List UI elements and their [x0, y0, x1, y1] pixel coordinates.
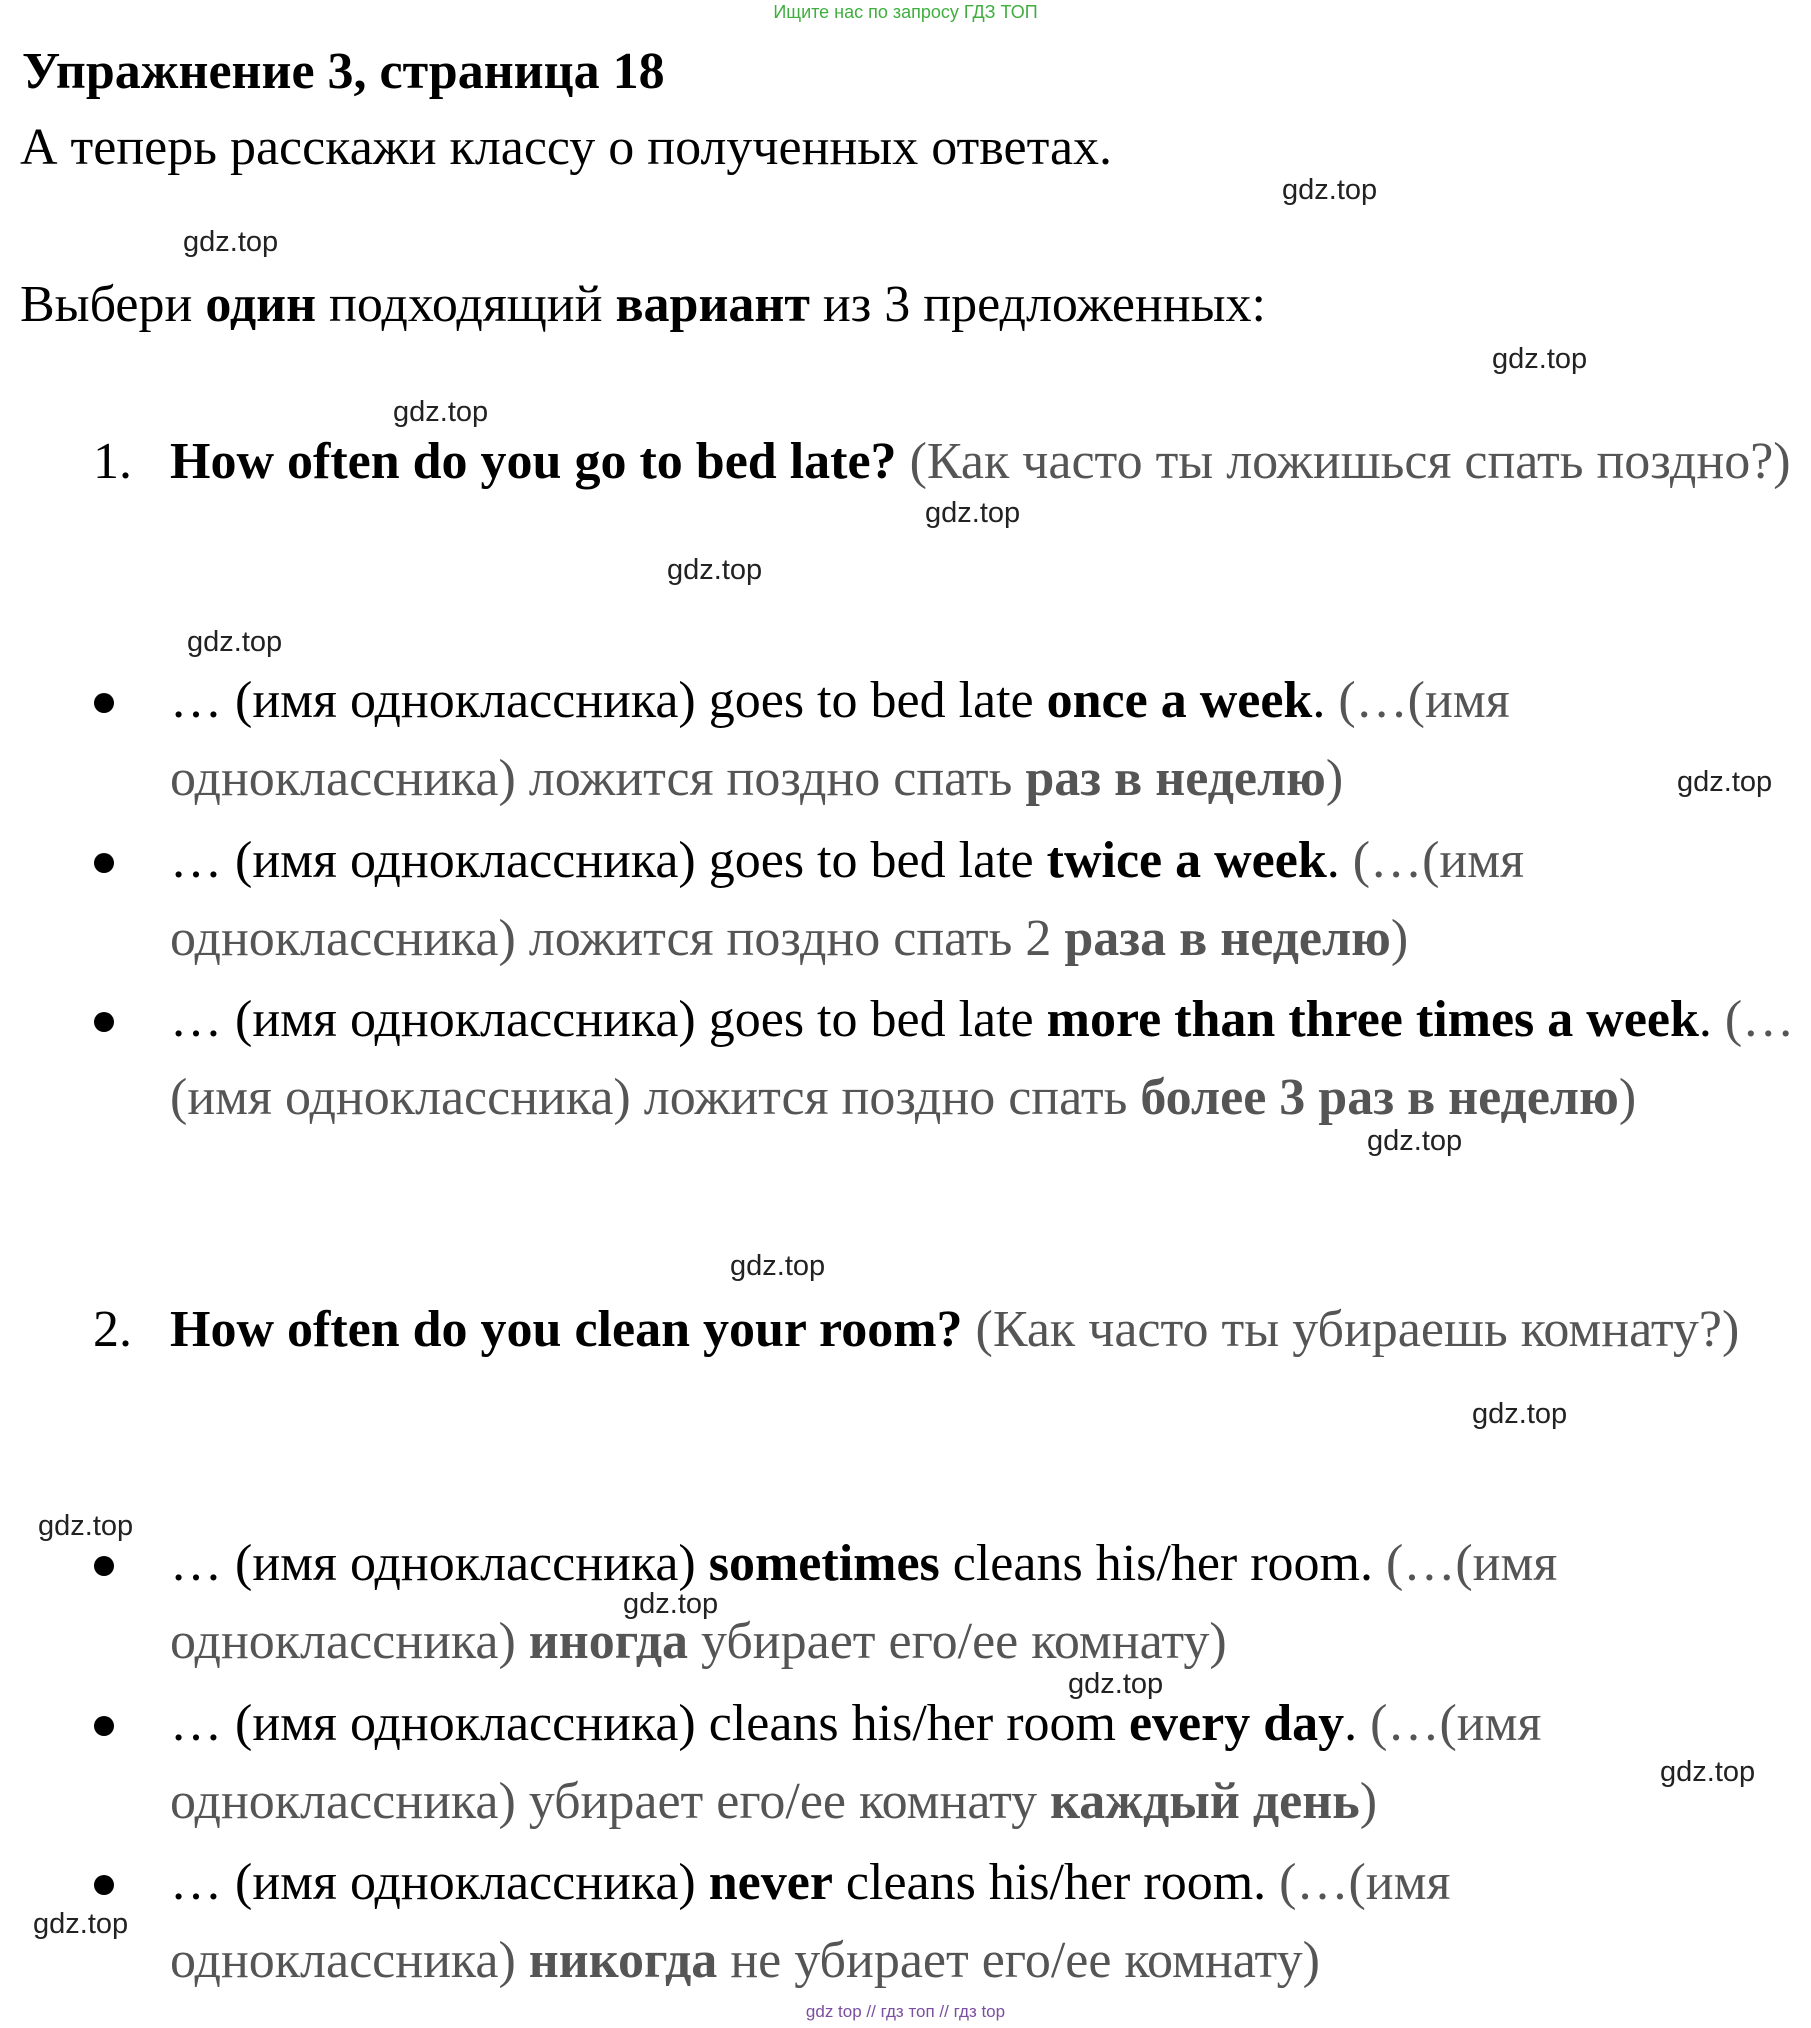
watermark: gdz.top [187, 626, 283, 658]
option-1-3: … (имя одноклассника) goes to bed late more than three times a week. (…(имя одноклассника) ложится поздно спать более 3 раз в неделю) [170, 991, 1795, 1126]
bullet-2-3 [94, 1875, 114, 1895]
watermark: gdz.top [1068, 1668, 1164, 1700]
page-title: Упражнение 3, страница 18 [22, 43, 665, 100]
watermark: gdz.top [1367, 1125, 1463, 1157]
bullet-2-2 [94, 1716, 114, 1736]
instruction-text: Выбери один подходящий вариант из 3 предложенных: [20, 276, 1266, 333]
watermark: gdz.top [38, 1510, 134, 1542]
bullet-2-1 [94, 1556, 114, 1576]
option-2-1: … (имя одноклассника) sometimes cleans his/her room. (…(имя одноклассника) иногда убирает его/ее комнату) [170, 1535, 1558, 1670]
bullet-1-1 [94, 693, 114, 713]
watermark: gdz.top [623, 1588, 719, 1620]
watermark: gdz.top [183, 226, 279, 258]
question-2-number: 2. [93, 1301, 132, 1358]
watermark: gdz.top [1472, 1398, 1568, 1430]
watermark: gdz.top [1492, 343, 1588, 375]
watermark: gdz.top [1660, 1756, 1756, 1788]
top-banner: Ищите нас по запросу ГДЗ ТОП [773, 2, 1038, 22]
option-2-2: … (имя одноклассника) cleans his/her room every day. (…(имя одноклассника) убирает его/ее комнату каждый день) [170, 1695, 1542, 1830]
watermark: gdz.top [1282, 174, 1378, 206]
intro-text: А теперь расскажи классу о полученных ответах. [20, 119, 1113, 176]
option-2-3: … (имя одноклассника) never cleans his/her room. (…(имя одноклассника) никогда не убирает его/ее комнату) [170, 1854, 1451, 1989]
bullet-1-2 [94, 853, 114, 873]
bullet-1-3 [94, 1012, 114, 1032]
question-2: How often do you clean your room? (Как часто ты убираешь комнату?) [170, 1301, 1740, 1358]
watermark: gdz.top [1677, 766, 1773, 798]
watermark: gdz.top [393, 396, 489, 428]
option-1-1: … (имя одноклассника) goes to bed late once a week. (…(имя одноклассника) ложится поздно спать раз в неделю) [170, 672, 1510, 807]
watermark: gdz.top [33, 1908, 129, 1940]
watermark: gdz.top [925, 497, 1021, 529]
option-1-2: … (имя одноклассника) goes to bed late twice a week. (…(имя одноклассника) ложится поздно спать 2 раза в неделю) [170, 832, 1525, 967]
question-1: How often do you go to bed late? (Как часто ты ложишься спать поздно?) [170, 433, 1791, 490]
watermark: gdz.top [730, 1250, 826, 1282]
watermark: gdz.top [667, 554, 763, 586]
footer-watermark: gdz top // гдз топ // гдз top [805, 2002, 1006, 2021]
question-1-number: 1. [93, 433, 132, 490]
